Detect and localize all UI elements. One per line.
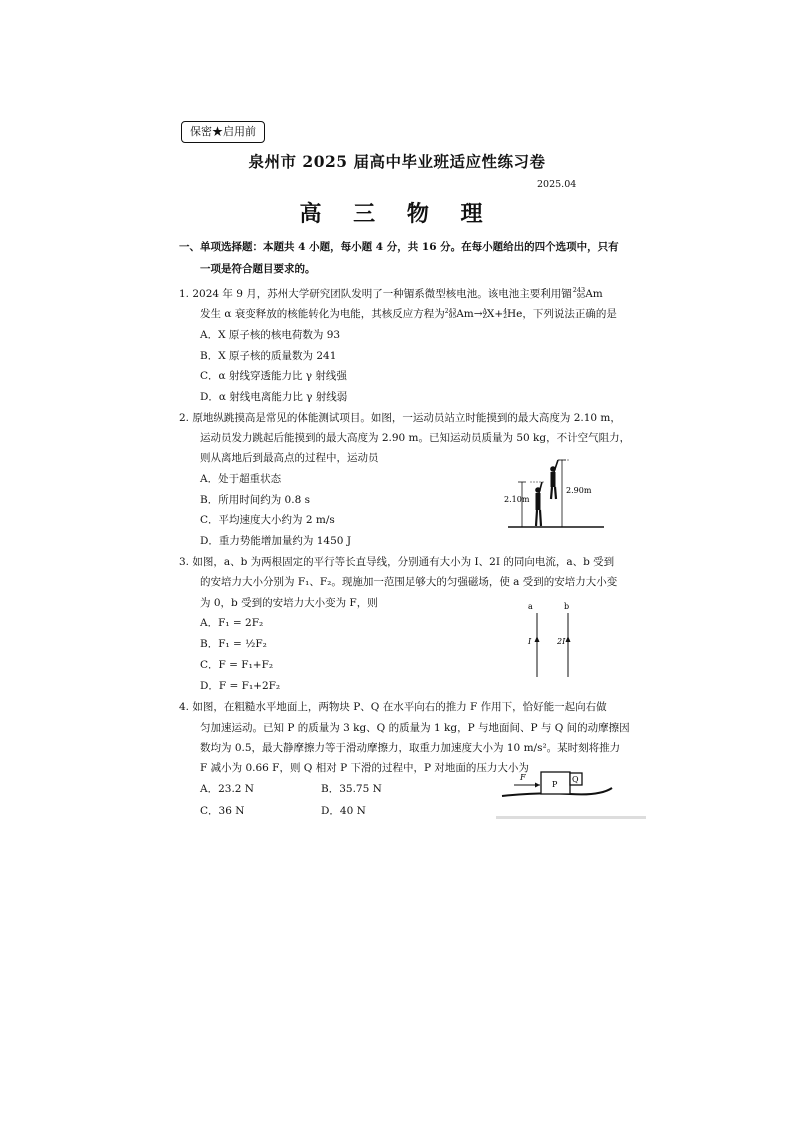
section-heading-cont: 一项是符合题目要求的。 <box>200 263 316 275</box>
section-heading: 一、单项选择题：本题共 4 小题，每小题 4 分，共 16 分。在每小题给出的四个选项中，只有 <box>179 241 619 253</box>
q2-option-a: A．处于超重状态 <box>200 473 282 485</box>
jump-figure <box>500 455 610 530</box>
current-arrow-b <box>566 636 571 642</box>
q4-stem-line3: 数均为 0.5，最大静摩擦力等于滑动摩擦力，取重力加速度大小为 10 m/s²。某时刻将推力 <box>200 742 621 754</box>
block-q-label: Q <box>572 775 579 784</box>
q1-option-d: D．α 射线电离能力比 γ 射线弱 <box>200 391 348 403</box>
q2-option-b: B．所用时间约为 0.8 s <box>200 494 310 506</box>
q3-option-d: D．F = F₁+2F₂ <box>200 680 281 692</box>
q1-option-b: B．X 原子核的质量数为 241 <box>200 350 337 362</box>
parallel-wires-figure <box>520 597 590 679</box>
q2-stem-line2: 运动员发力跳起后能摸到的最大高度为 2.90 m。已知运动员质量为 50 kg，不计空气阻力， <box>200 432 631 444</box>
q3-stem-line3: 为 0，b 受到的安培力大小变为 F，则 <box>200 597 378 609</box>
q1-stem-line1: 1. 2024 年 9 月，苏州大学研究团队发明了一种镅系微型核电池。该电池主要利用镅243 95Am <box>179 286 603 300</box>
height-label-standing: 2.10m <box>504 495 530 504</box>
current-a-label: I <box>528 637 532 646</box>
q2-stem-line1: 2. 原地纵跳摸高是常见的体能测试项目。如图，一运动员站立时能摸到的最大高度为 2.10 m， <box>179 412 621 424</box>
q4-option-a: A．23.2 N <box>200 783 254 795</box>
q4-option-c: C．36 N <box>200 805 245 817</box>
wire-b-label: b <box>564 602 570 611</box>
jumping-athlete <box>550 460 558 499</box>
q1-stem-line2: 发生 α 衰变释放的核能转化为电能，其核反应方程为243 95Am→A ZX+4 2He，下列说法正确的是 <box>200 307 617 320</box>
q4-option-b: B．35.75 N <box>321 783 382 795</box>
blocks-figure <box>500 766 615 806</box>
q4-stem-line2: 匀加速运动。已知 P 的质量为 3 kg、Q 的质量为 1 kg，P 与地面间、P 与 Q 间的动摩擦因 <box>200 722 630 734</box>
q3-stem-line1: 3. 如图，a、b 为两根固定的平行等长直导线，分别通有大小为 I、2I 的同向电流，a、b 受到 <box>179 556 615 568</box>
q3-stem-line2: 的安培力大小分别为 F₁、F₂。现施加一范围足够大的匀强磁场，使 a 受到的安培力大小变 <box>200 576 618 588</box>
q4-stem-line1: 4. 如图，在粗糙水平地面上，两物块 P、Q 在水平向右的推力 F 作用下，恰好能一起向右做 <box>179 701 607 713</box>
q2-stem-line3: 则从离地后到最高点的过程中，运动员 <box>200 452 379 464</box>
current-arrow-a <box>535 636 540 642</box>
q3-option-c: C．F = F₁+F₂ <box>200 659 274 671</box>
q4-stem-line4: F 减小为 0.66 F，则 Q 相对 P 下滑的过程中，P 对地面的压力大小为 <box>200 762 529 774</box>
subject-title: 高 三 物 理 <box>299 201 495 227</box>
q4-option-d: D．40 N <box>321 805 366 817</box>
block-p-label: P <box>552 780 558 789</box>
standing-athlete <box>535 482 542 526</box>
exam-title: 泉州市 2025 届高中毕业班适应性练习卷 <box>248 152 546 171</box>
exam-date: 2025.04 <box>537 179 577 190</box>
q3-option-b: B．F₁ = ½F₂ <box>200 638 267 650</box>
q1-option-a: A．X 原子核的核电荷数为 93 <box>200 329 341 341</box>
q1-option-c: C．α 射线穿透能力比 γ 射线强 <box>200 370 347 382</box>
force-label: F <box>520 773 526 782</box>
q3-option-a: A．F₁ = 2F₂ <box>200 617 264 629</box>
q2-option-d: D．重力势能增加量约为 1450 J <box>200 535 352 547</box>
current-b-label: 2I <box>557 637 566 646</box>
q2-option-c: C．平均速度大小约为 2 m/s <box>200 514 335 526</box>
height-label-jump: 2.90m <box>566 486 592 495</box>
wire-a-label: a <box>528 602 533 611</box>
confidential-stamp: 保密★启用前 <box>181 121 265 143</box>
scan-artifact <box>496 814 646 822</box>
